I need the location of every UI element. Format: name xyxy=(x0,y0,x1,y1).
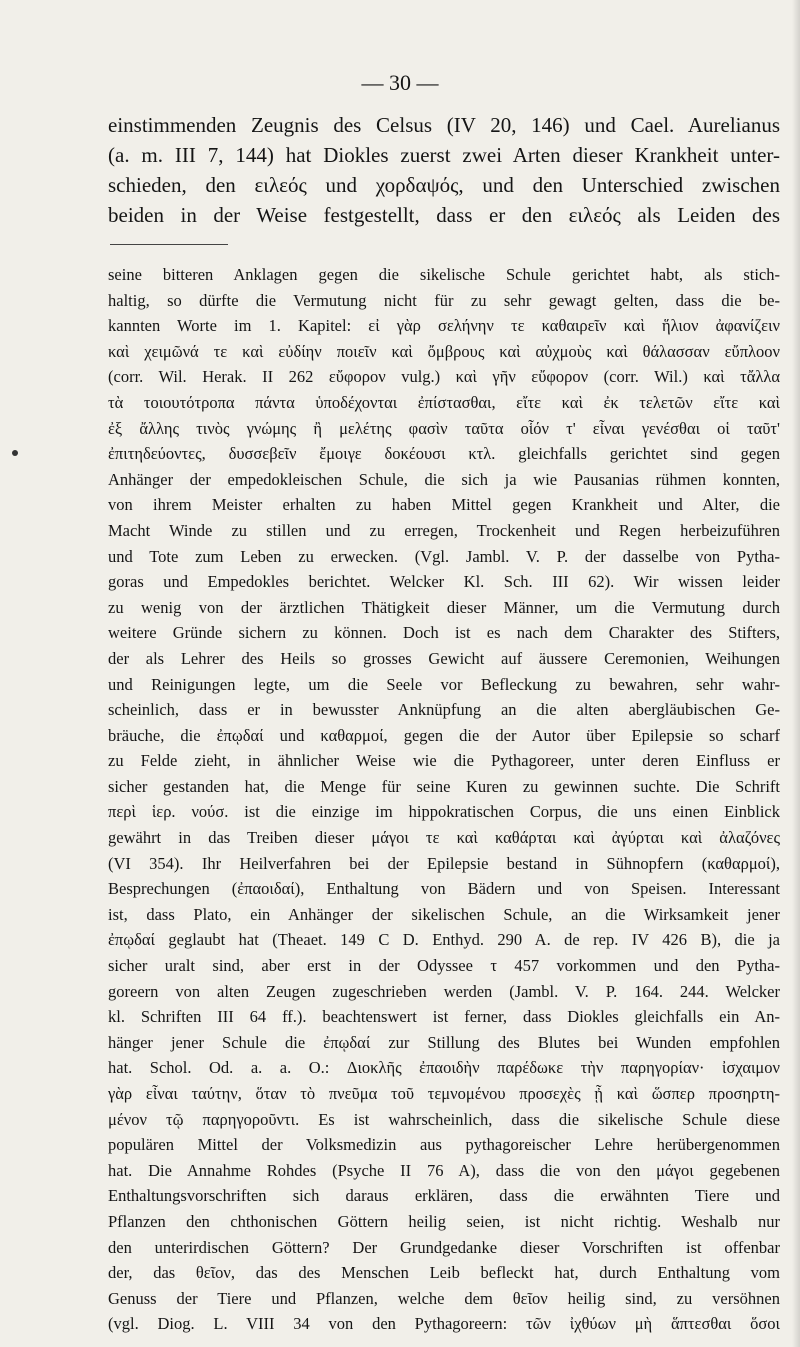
margin-mark xyxy=(12,450,18,456)
main-text-line: schieden, den ειλεός und χορδαψός, und den Unterschied zwischen xyxy=(108,173,780,197)
footnote-line: ἐπιτηδεύοντες, δυσσεβεῖν ἔμοιγε δοκέουσι κτλ. gleichfalls gerichtet sind gegen xyxy=(108,444,780,464)
footnote-line: sicher gestanden hat, die Menge für seine Kuren zu gewinnen suchte. Die Schrift xyxy=(108,776,780,796)
main-text xyxy=(108,110,780,230)
footnote-divider xyxy=(110,244,228,245)
footnote-line: Besprechungen (ἐπαοιδαί), Enthaltung von Bädern und von Speisen. Interessant xyxy=(108,879,780,899)
footnote-line: Enthaltungsvorschriften sich daraus erklären, dass die erwähnten Tiere und xyxy=(108,1186,780,1206)
footnote-line: und Tote zum Leben zu erwecken. (Vgl. Jambl. V. P. der dasselbe von Pytha- xyxy=(108,546,780,566)
footnote-line: ἐπῳδαί geglaubt hat (Theaet. 149 C D. Enthyd. 290 A. de rep. IV 426 B), die ja xyxy=(108,930,780,950)
footnote-line: sicher uralt sind, aber erst in der Odyssee τ 457 vorkommen und den Pytha- xyxy=(108,956,780,976)
footnote-line: περὶ ἱερ. νούσ. ist die einzige im hippokratischen Corpus, die uns einen Einblick xyxy=(108,802,780,822)
footnote-line: ist, dass Plato, ein Anhänger der sikelischen Schule, an die Wirksamkeit jener xyxy=(108,904,780,924)
footnote-line: hat. Schol. Od. a. a. O.: Διοκλῆς ἐπαοιδὴν παρέδωκε τὴν παρηγορίαν· ἰσχαιμον xyxy=(108,1058,780,1078)
main-text-line: einstimmenden Zeugnis des Celsus (IV 20, 146) und Cael. Aurelianus xyxy=(108,113,780,137)
footnote-line: μένον τῷ παρηγοροῦντι. Es ist wahrscheinlich, dass die sikelische Schule diese xyxy=(108,1109,780,1129)
footnote-line: ἐξ ἄλλης τινὸς γνώμης ἢ μελέτης φασὶν ταῦτα οἷόν τ' εἶναι γενέσθαι οἱ ταῦτ' xyxy=(108,418,780,438)
footnote-line: τὰ τοιουτότροπα πάντα ὑποδέχονται ἐπίστασθαι, εἴτε καὶ ἐκ τελετῶν εἴτε καὶ xyxy=(108,392,780,412)
footnote-line: (corr. Wil. Herak. II 262 εὔφορον vulg.) καὶ γῆν εὔφορον (corr. Wil.) καὶ τἄλλα xyxy=(108,367,780,387)
footnote-line: den unterirdischen Göttern? Der Grundgedanke dieser Vorschriften ist offenbar xyxy=(108,1237,780,1257)
footnote-line: weitere Gründe sichern zu können. Doch ist es nach dem Charakter des Stifters, xyxy=(108,623,780,643)
footnote-line: (VI 354). Ihr Heilverfahren bei der Epilepsie bestand in Sühnopfern (καθαρμοί), xyxy=(108,853,780,873)
footnote-line: kannten Worte im 1. Kapitel: εἰ γὰρ σελήνην τε καθαιρεῖν καὶ ἥλιον ἀφανίζειν xyxy=(108,316,780,336)
footnote-text xyxy=(108,262,780,1337)
footnote-line: haltig, so dürfte die Vermutung nicht für zu sehr gewagt gelten, dass die be- xyxy=(108,290,780,310)
footnote-line: Pflanzen den chthonischen Göttern heilig seien, ist nicht richtig. Weshalb nur xyxy=(108,1211,780,1231)
footnote-line: hat. Die Annahme Rohdes (Psyche II 76 A), dass die von den μάγοι gegebenen xyxy=(108,1160,780,1180)
footnote-line: kl. Schriften III 64 ff.). beachtenswert ist ferner, dass Diokles gleichfalls ein An- xyxy=(108,1007,780,1027)
footnote-line: Genuss der Tiere und Pflanzen, welche dem θεῖον heilig sind, zu versöhnen xyxy=(108,1288,780,1308)
footnote-line: hänger jener Schule die ἐπῳδαί zur Stillung des Blutes bei Wunden empfohlen xyxy=(108,1032,780,1052)
footnote-line: seine bitteren Anklagen gegen die sikelische Schule gerichtet habt, als stich- xyxy=(108,265,780,284)
footnote-line: der, das θεῖον, das des Menschen Leib befleckt hat, durch Enthaltung vom xyxy=(108,1263,780,1283)
footnote-line: goras und Empedokles berichtet. Welcker Kl. Sch. III 62). Wir wissen leider xyxy=(108,572,780,592)
footnote-line: und Reinigungen legte, um die Seele vor Befleckung zu bewahren, sehr wahr- xyxy=(108,674,780,694)
footnote-line: populären Mittel der Volksmedizin aus pythagoreischer Lehre herübergenommen xyxy=(108,1135,780,1155)
main-text-line: (a. m. III 7, 144) hat Diokles zuerst zwei Arten dieser Krankheit unter- xyxy=(108,143,780,167)
footnote-line: bräuche, die ἐπῳδαί und καθαρμοί, gegen die der Autor über Epilepsie so scharf xyxy=(108,725,780,745)
footnote-line: goreern von alten Zeugen zugeschrieben werden (Jambl. V. P. 164. 244. Welcker xyxy=(108,981,780,1001)
page-edge-shadow xyxy=(792,0,800,1347)
footnote-line: Anhänger der empedokleischen Schule, die sich ja wie Pausanias rühmen konnten, xyxy=(108,469,780,489)
footnote-line: zu wenig von der ärztlichen Thätigkeit dieser Männer, um die Vermutung durch xyxy=(108,597,780,617)
footnote-line: von ihrem Meister erhalten zu haben Mittel gegen Krankheit und Alter, die xyxy=(108,495,780,515)
page-number: — 30 — xyxy=(361,70,439,95)
footnote-line: (vgl. Diog. L. VIII 34 von den Pythagoreern: τῶν ἰχθύων μὴ ἅπτεσθαι ὅσοι xyxy=(108,1314,780,1334)
footnote-line: καὶ χειμῶνά τε καὶ εὐδίην ποιεῖν καὶ ὄμβρους καὶ αὐχμοὺς καὶ θάλασσαν εὔπλοον xyxy=(108,341,780,361)
footnote-line: Macht Winde zu stillen und zu erregen, Trockenheit und Regen herbeizuführen xyxy=(108,520,780,540)
footnote-line: zu Felde zieht, in ähnlicher Weise wie die Pythagoreer, unter deren Einfluss er xyxy=(108,751,780,771)
footnote-line: gewährt in das Treiben dieser μάγοι τε καὶ καθάρται καὶ ἀγύρται καὶ ἀλαζόνες xyxy=(108,828,780,848)
main-text-line: beiden in der Weise festgestellt, dass er den ειλεός als Leiden des xyxy=(108,203,780,227)
footnote-line: der als Lehrer des Heils so grosses Gewicht auf äussere Ceremonien, Weihungen xyxy=(108,648,780,668)
footnote-line: scheinlich, dass er in bewusster Anknüpfung an die alten abergläubischen Ge- xyxy=(108,700,780,720)
footnote-line: γὰρ εἶναι ταύτην, ὅταν τὸ πνεῦμα τοῦ τεμνομένου προσεχὲς ᾖ καὶ ὥσπερ προσηρτη- xyxy=(108,1084,780,1103)
